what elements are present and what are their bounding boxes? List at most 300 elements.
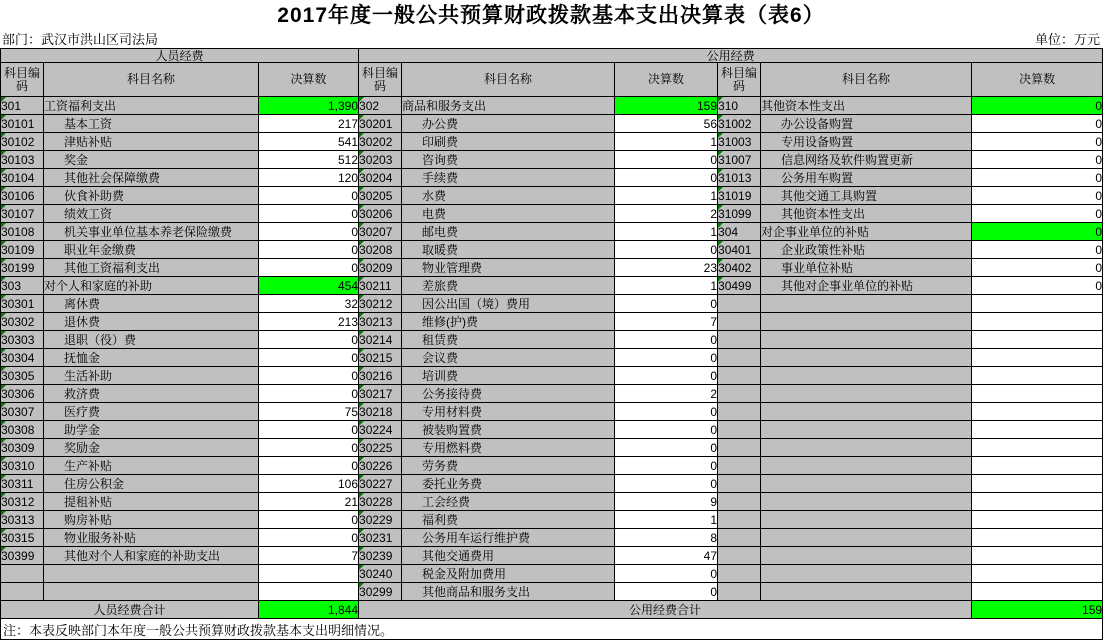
public-value-cell: 0 [615, 475, 718, 493]
group-header-row [1, 49, 1103, 63]
capital-value-cell [972, 403, 1103, 421]
public-value-cell: 47 [615, 547, 718, 565]
personnel-code-cell: 30399 [1, 547, 44, 565]
public-value-cell: 1 [615, 511, 718, 529]
public-name-cell: 商品和服务支出 [402, 97, 615, 115]
capital-code-cell [718, 295, 761, 313]
personnel-code-cell: 30102 [1, 133, 44, 151]
capital-name-cell: 对企事业单位的补贴 [761, 223, 972, 241]
public-value-cell: 2 [615, 205, 718, 223]
public-name-cell: 专用材料费 [402, 403, 615, 421]
public-col-header-name: 科目名称 [402, 63, 615, 97]
capital-value-cell [972, 349, 1103, 367]
column-header-row [1, 63, 1103, 97]
capital-code-cell: 304 [718, 223, 761, 241]
public-name-cell: 租赁费 [402, 331, 615, 349]
public-value-cell: 23 [615, 259, 718, 277]
personnel-value-cell: 0 [259, 421, 359, 439]
table-row [1, 97, 1103, 115]
cell-flag-icon [718, 205, 723, 210]
cell-flag-icon [359, 349, 364, 354]
table-row [1, 331, 1103, 349]
public-name-cell: 咨询费 [402, 151, 615, 169]
table-row [1, 241, 1103, 259]
public-value-cell: 0 [615, 583, 718, 601]
capital-value-cell: 0 [972, 259, 1103, 277]
capital-col-header-value: 决算数 [972, 63, 1103, 97]
public-value-cell: 56 [615, 115, 718, 133]
public-value-cell: 0 [615, 151, 718, 169]
table-row [1, 439, 1103, 457]
cell-flag-icon [1, 529, 6, 534]
table-row [1, 583, 1103, 601]
personnel-name-cell: 生产补贴 [44, 457, 259, 475]
capital-code-cell [718, 475, 761, 493]
public-code-cell: 30215 [359, 349, 402, 367]
table-row [1, 421, 1103, 439]
table-row [1, 529, 1103, 547]
cell-flag-icon [1, 97, 6, 102]
cell-flag-icon [1, 313, 6, 318]
capital-name-cell [761, 295, 972, 313]
personnel-value-cell: 512 [259, 151, 359, 169]
personnel-name-cell: 助学金 [44, 421, 259, 439]
cell-flag-icon [1, 295, 6, 300]
personnel-value-cell: 0 [259, 529, 359, 547]
capital-value-cell [972, 331, 1103, 349]
personnel-code-cell: 30308 [1, 421, 44, 439]
capital-code-cell: 30402 [718, 259, 761, 277]
cell-flag-icon [718, 133, 723, 138]
totals-row [1, 601, 1103, 619]
public-name-cell: 税金及附加费用 [402, 565, 615, 583]
personnel-value-cell: 0 [259, 385, 359, 403]
personnel-col-header-code: 科目编码 [1, 63, 44, 97]
footnote-row [1, 619, 1103, 640]
cell-flag-icon [359, 295, 364, 300]
cell-flag-icon [359, 169, 364, 174]
table-row [1, 187, 1103, 205]
public-name-cell: 邮电费 [402, 223, 615, 241]
table-row [1, 223, 1103, 241]
public-name-cell: 培训费 [402, 367, 615, 385]
cell-flag-icon [359, 547, 364, 552]
personnel-code-cell: 301 [1, 97, 44, 115]
personnel-name-cell: 基本工资 [44, 115, 259, 133]
capital-value-cell: 0 [972, 151, 1103, 169]
capital-name-cell [761, 565, 972, 583]
personnel-name-cell: 工资福利支出 [44, 97, 259, 115]
cell-flag-icon [359, 241, 364, 246]
personnel-code-cell: 30302 [1, 313, 44, 331]
personnel-value-cell: 0 [259, 259, 359, 277]
public-name-cell: 专用燃料费 [402, 439, 615, 457]
cell-flag-icon [359, 97, 364, 102]
public-value-cell: 0 [615, 565, 718, 583]
capital-value-cell [972, 385, 1103, 403]
personnel-code-cell: 303 [1, 277, 44, 295]
personnel-name-cell: 抚恤金 [44, 349, 259, 367]
personnel-group-header: 人员经费 [1, 49, 359, 63]
cell-flag-icon [359, 439, 364, 444]
capital-name-cell: 办公设备购置 [761, 115, 972, 133]
capital-value-cell [972, 583, 1103, 601]
personnel-code-cell: 30101 [1, 115, 44, 133]
public-code-cell: 30204 [359, 169, 402, 187]
public-value-cell: 0 [615, 457, 718, 475]
cell-flag-icon [359, 493, 364, 498]
public-name-cell: 取暖费 [402, 241, 615, 259]
capital-name-cell [761, 583, 972, 601]
capital-value-cell [972, 547, 1103, 565]
capital-value-cell [972, 529, 1103, 547]
personnel-value-cell: 541 [259, 133, 359, 151]
capital-value-cell: 0 [972, 205, 1103, 223]
table-row [1, 115, 1103, 133]
capital-name-cell: 事业单位补贴 [761, 259, 972, 277]
public-value-cell: 0 [615, 421, 718, 439]
cell-flag-icon [1, 403, 6, 408]
capital-col-header-name: 科目名称 [761, 63, 972, 97]
capital-name-cell [761, 475, 972, 493]
cell-flag-icon [718, 187, 723, 192]
personnel-code-cell: 30108 [1, 223, 44, 241]
table-row [1, 133, 1103, 151]
cell-flag-icon [1, 133, 6, 138]
table-row [1, 313, 1103, 331]
table-row [1, 547, 1103, 565]
capital-name-cell [761, 457, 972, 475]
cell-flag-icon [359, 457, 364, 462]
table-row [1, 259, 1103, 277]
personnel-value-cell: 0 [259, 223, 359, 241]
capital-code-cell: 31002 [718, 115, 761, 133]
personnel-code-cell: 30304 [1, 349, 44, 367]
public-code-cell: 30212 [359, 295, 402, 313]
personnel-value-cell: 1,390 [259, 97, 359, 115]
personnel-code-cell: 30306 [1, 385, 44, 403]
personnel-name-cell: 购房补贴 [44, 511, 259, 529]
cell-flag-icon [1, 259, 6, 264]
personnel-name-cell: 其他工资福利支出 [44, 259, 259, 277]
public-name-cell: 其他交通费用 [402, 547, 615, 565]
personnel-value-cell: 0 [259, 511, 359, 529]
table-row [1, 349, 1103, 367]
cell-flag-icon [359, 133, 364, 138]
table-row [1, 565, 1103, 583]
personnel-code-cell: 30103 [1, 151, 44, 169]
public-value-cell: 1 [615, 277, 718, 295]
public-value-cell: 0 [615, 403, 718, 421]
cell-flag-icon [1, 277, 6, 282]
public-value-cell: 2 [615, 385, 718, 403]
personnel-name-cell: 津贴补贴 [44, 133, 259, 151]
personnel-code-cell [1, 583, 44, 601]
public-code-cell: 30228 [359, 493, 402, 511]
cell-flag-icon [359, 151, 364, 156]
public-code-cell: 30227 [359, 475, 402, 493]
public-code-cell: 30205 [359, 187, 402, 205]
personnel-code-cell: 30301 [1, 295, 44, 313]
public-code-cell: 30224 [359, 421, 402, 439]
cell-flag-icon [1, 493, 6, 498]
meta-row [0, 31, 1102, 48]
personnel-name-cell: 奖励金 [44, 439, 259, 457]
cell-flag-icon [718, 223, 723, 228]
capital-code-cell [718, 565, 761, 583]
public-code-cell: 30211 [359, 277, 402, 295]
personnel-value-cell: 454 [259, 277, 359, 295]
capital-value-cell [972, 493, 1103, 511]
capital-name-cell [761, 511, 972, 529]
capital-value-cell: 0 [972, 97, 1103, 115]
public-name-cell: 物业管理费 [402, 259, 615, 277]
capital-code-cell: 30499 [718, 277, 761, 295]
personnel-total-label: 人员经费合计 [1, 601, 259, 619]
personnel-value-cell: 0 [259, 367, 359, 385]
public-code-cell: 30225 [359, 439, 402, 457]
capital-name-cell: 其他对企事业单位的补贴 [761, 277, 972, 295]
capital-name-cell [761, 421, 972, 439]
capital-value-cell: 0 [972, 223, 1103, 241]
public-code-cell: 30240 [359, 565, 402, 583]
cell-flag-icon [1, 223, 6, 228]
cell-flag-icon [718, 151, 723, 156]
public-code-cell: 30231 [359, 529, 402, 547]
personnel-value-cell: 106 [259, 475, 359, 493]
capital-code-cell [718, 349, 761, 367]
public-code-cell: 30208 [359, 241, 402, 259]
cell-flag-icon [1, 151, 6, 156]
capital-code-cell [718, 583, 761, 601]
personnel-code-cell: 30311 [1, 475, 44, 493]
capital-code-cell [718, 403, 761, 421]
capital-name-cell: 专用设备购置 [761, 133, 972, 151]
cell-flag-icon [359, 115, 364, 120]
cell-flag-icon [359, 259, 364, 264]
personnel-value-cell: 0 [259, 241, 359, 259]
capital-value-cell [972, 475, 1103, 493]
cell-flag-icon [1, 421, 6, 426]
capital-name-cell [761, 403, 972, 421]
unit-label: 单位：万元 [1034, 32, 1100, 47]
public-total-value: 159 [972, 601, 1103, 619]
public-name-cell: 印刷费 [402, 133, 615, 151]
table-row [1, 205, 1103, 223]
capital-name-cell [761, 493, 972, 511]
capital-name-cell [761, 313, 972, 331]
table-row [1, 511, 1103, 529]
public-total-label: 公用经费合计 [359, 601, 972, 619]
public-code-cell: 30214 [359, 331, 402, 349]
personnel-code-cell: 30106 [1, 187, 44, 205]
public-name-cell: 公务用车运行维护费 [402, 529, 615, 547]
public-name-cell: 水费 [402, 187, 615, 205]
public-col-header-value: 决算数 [615, 63, 718, 97]
capital-value-cell: 0 [972, 187, 1103, 205]
public-value-cell: 1 [615, 187, 718, 205]
public-value-cell: 159 [615, 97, 718, 115]
table-row [1, 295, 1103, 313]
personnel-code-cell: 30107 [1, 205, 44, 223]
personnel-name-cell: 对个人和家庭的补助 [44, 277, 259, 295]
personnel-value-cell: 75 [259, 403, 359, 421]
cell-flag-icon [1, 547, 6, 552]
capital-value-cell [972, 367, 1103, 385]
cell-flag-icon [718, 115, 723, 120]
public-code-cell: 30206 [359, 205, 402, 223]
public-name-cell: 手续费 [402, 169, 615, 187]
public-value-cell: 0 [615, 439, 718, 457]
cell-flag-icon [359, 421, 364, 426]
personnel-code-cell: 30313 [1, 511, 44, 529]
report-title: 2017年度一般公共预算财政拨款基本支出决算表（表6） [277, 4, 825, 27]
cell-flag-icon [1, 475, 6, 480]
public-code-cell: 30209 [359, 259, 402, 277]
capital-name-cell: 其他交通工具购置 [761, 187, 972, 205]
cell-flag-icon [1, 187, 6, 192]
public-code-cell: 30218 [359, 403, 402, 421]
public-value-cell: 7 [615, 313, 718, 331]
public-code-cell: 30203 [359, 151, 402, 169]
footnote: 注：本表反映部门本年度一般公共预算财政拨款基本支出明细情况。 [1, 619, 1103, 640]
personnel-name-cell: 离休费 [44, 295, 259, 313]
capital-name-cell [761, 331, 972, 349]
personnel-code-cell: 30309 [1, 439, 44, 457]
capital-name-cell: 其他资本性支出 [761, 97, 972, 115]
cell-flag-icon [1, 241, 6, 246]
capital-code-cell [718, 385, 761, 403]
capital-name-cell: 信息网络及软件购置更新 [761, 151, 972, 169]
capital-code-cell [718, 457, 761, 475]
personnel-code-cell: 30199 [1, 259, 44, 277]
cell-flag-icon [718, 259, 723, 264]
personnel-value-cell: 32 [259, 295, 359, 313]
capital-code-cell: 31099 [718, 205, 761, 223]
public-value-cell: 1 [615, 133, 718, 151]
public-code-cell: 302 [359, 97, 402, 115]
public-value-cell: 8 [615, 529, 718, 547]
capital-name-cell [761, 547, 972, 565]
capital-code-cell: 310 [718, 97, 761, 115]
public-code-cell: 30239 [359, 547, 402, 565]
personnel-code-cell: 30312 [1, 493, 44, 511]
capital-code-cell [718, 313, 761, 331]
personnel-value-cell: 0 [259, 187, 359, 205]
cell-flag-icon [359, 223, 364, 228]
capital-value-cell: 0 [972, 277, 1103, 295]
personnel-code-cell: 30310 [1, 457, 44, 475]
table-row [1, 385, 1103, 403]
personnel-name-cell: 退休费 [44, 313, 259, 331]
personnel-value-cell: 21 [259, 493, 359, 511]
public-name-cell: 福利费 [402, 511, 615, 529]
personnel-total-value: 1,844 [259, 601, 359, 619]
personnel-value-cell: 0 [259, 331, 359, 349]
personnel-value-cell: 7 [259, 547, 359, 565]
public-value-cell: 9 [615, 493, 718, 511]
cell-flag-icon [359, 187, 364, 192]
table-body [1, 97, 1103, 601]
personnel-value-cell: 0 [259, 205, 359, 223]
personnel-code-cell: 30109 [1, 241, 44, 259]
personnel-col-header-value: 决算数 [259, 63, 359, 97]
cell-flag-icon [718, 241, 723, 246]
personnel-code-cell: 30104 [1, 169, 44, 187]
public-value-cell: 0 [615, 367, 718, 385]
table-row [1, 457, 1103, 475]
capital-code-cell: 31003 [718, 133, 761, 151]
capital-code-cell [718, 529, 761, 547]
public-code-cell: 30201 [359, 115, 402, 133]
capital-name-cell: 企业政策性补贴 [761, 241, 972, 259]
public-name-cell: 办公费 [402, 115, 615, 133]
personnel-name-cell: 其他对个人和家庭的补助支出 [44, 547, 259, 565]
personnel-name-cell: 机关事业单位基本养老保险缴费 [44, 223, 259, 241]
public-name-cell: 工会经费 [402, 493, 615, 511]
personnel-name-cell [44, 583, 259, 601]
public-value-cell: 0 [615, 241, 718, 259]
capital-value-cell [972, 421, 1103, 439]
cell-flag-icon [359, 385, 364, 390]
cell-flag-icon [1, 385, 6, 390]
public-group-header: 公用经费 [359, 49, 1103, 63]
capital-name-cell [761, 367, 972, 385]
capital-value-cell: 0 [972, 133, 1103, 151]
cell-flag-icon [359, 511, 364, 516]
personnel-name-cell: 职业年金缴费 [44, 241, 259, 259]
capital-code-cell [718, 421, 761, 439]
personnel-name-cell [44, 565, 259, 583]
cell-flag-icon [359, 313, 364, 318]
personnel-value-cell: 0 [259, 439, 359, 457]
public-code-cell: 30226 [359, 457, 402, 475]
capital-code-cell [718, 331, 761, 349]
capital-code-cell [718, 439, 761, 457]
cell-flag-icon [1, 511, 6, 516]
capital-value-cell [972, 439, 1103, 457]
public-value-cell: 0 [615, 295, 718, 313]
capital-name-cell [761, 385, 972, 403]
personnel-name-cell: 物业服务补贴 [44, 529, 259, 547]
public-name-cell: 差旅费 [402, 277, 615, 295]
personnel-value-cell: 120 [259, 169, 359, 187]
table-row [1, 367, 1103, 385]
capital-value-cell [972, 457, 1103, 475]
cell-flag-icon [718, 97, 723, 102]
public-value-cell: 1 [615, 223, 718, 241]
personnel-code-cell [1, 565, 44, 583]
table-row [1, 493, 1103, 511]
capital-code-cell: 31013 [718, 169, 761, 187]
table-row [1, 169, 1103, 187]
public-value-cell: 0 [615, 349, 718, 367]
table-row [1, 475, 1103, 493]
public-col-header-code: 科目编码 [359, 63, 402, 97]
cell-flag-icon [1, 331, 6, 336]
capital-value-cell [972, 295, 1103, 313]
public-name-cell: 因公出国（境）费用 [402, 295, 615, 313]
cell-flag-icon [1, 205, 6, 210]
capital-name-cell [761, 439, 972, 457]
public-name-cell: 维修(护)费 [402, 313, 615, 331]
personnel-value-cell [259, 565, 359, 583]
capital-name-cell: 其他资本性支出 [761, 205, 972, 223]
public-name-cell: 劳务费 [402, 457, 615, 475]
cell-flag-icon [718, 169, 723, 174]
capital-code-cell [718, 493, 761, 511]
personnel-name-cell: 奖金 [44, 151, 259, 169]
